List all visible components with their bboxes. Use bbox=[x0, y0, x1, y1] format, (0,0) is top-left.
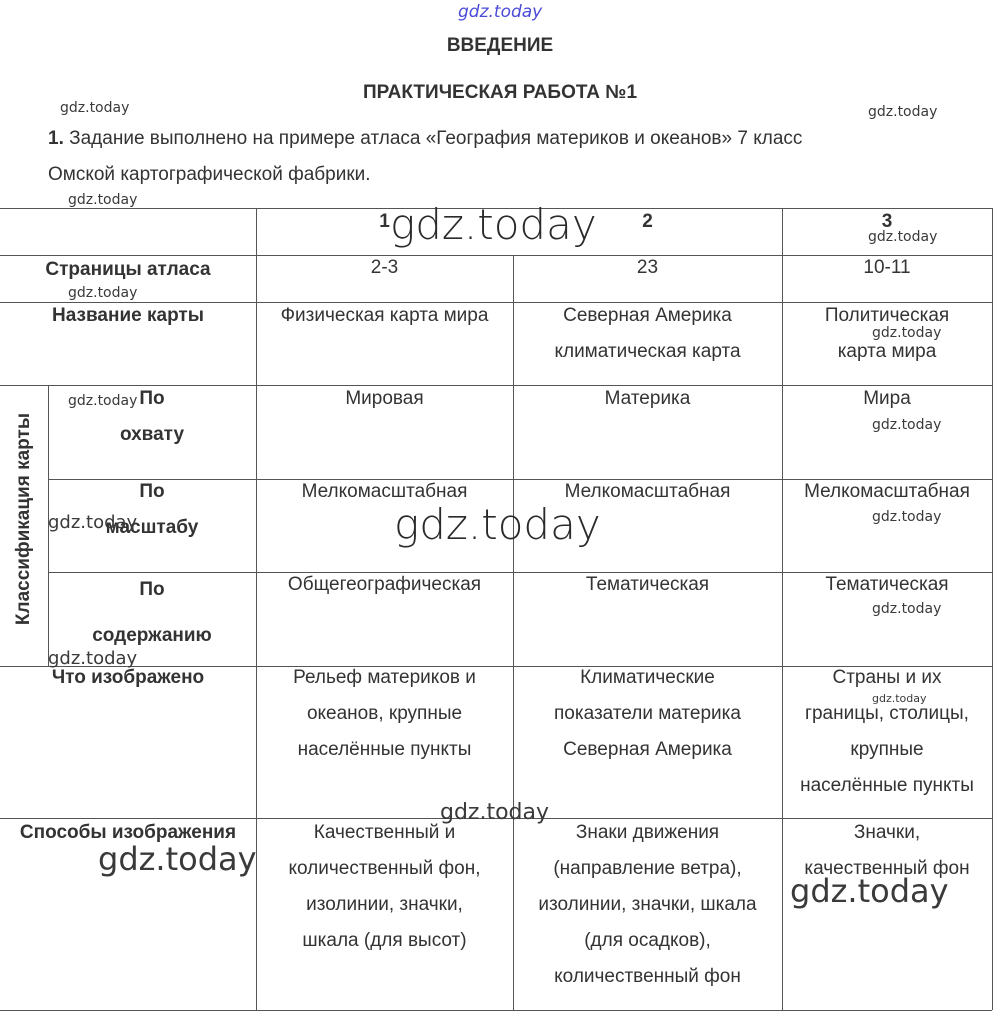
intro-line-1 bbox=[48, 128, 802, 150]
watermark: gdz.today bbox=[60, 100, 130, 116]
watermark: gdz.today bbox=[868, 229, 938, 245]
watermark: gdz.today bbox=[872, 601, 942, 617]
cell-line: Физическая карта мира bbox=[280, 305, 489, 326]
cell-line: границы, столицы, bbox=[805, 703, 969, 724]
col-header-1: 1 bbox=[379, 211, 390, 232]
watermark: gdz.today bbox=[872, 417, 942, 433]
cell-depicted-1 bbox=[256, 660, 513, 768]
cell-line: По bbox=[139, 388, 165, 409]
cell-line: океанов, крупные bbox=[306, 703, 463, 724]
cell-line: Страны и их bbox=[832, 667, 942, 688]
watermark: gdz.today bbox=[868, 104, 938, 120]
cell-name-2 bbox=[513, 298, 782, 370]
cell-line: По bbox=[139, 481, 165, 502]
cell-line: По bbox=[139, 579, 165, 600]
cell-content-1: Общегеографическая bbox=[287, 574, 482, 595]
row-label-coverage bbox=[48, 381, 256, 453]
cell-scale-2: Мелкомасштабная bbox=[564, 481, 731, 502]
cell-content-3: Тематическая bbox=[825, 574, 949, 595]
cell-depicted-2 bbox=[513, 660, 782, 768]
intro-text-1: Задание выполнено на примере атласа «География материков и океанов» 7 класс bbox=[69, 128, 803, 149]
cell-line: количественный фон, bbox=[288, 858, 481, 879]
watermark: gdz.today bbox=[48, 648, 138, 669]
cell-line: Климатические bbox=[580, 667, 715, 688]
cell-pages-3: 10-11 bbox=[863, 257, 911, 278]
cell-coverage-3: Мира bbox=[863, 388, 911, 409]
cell-line: шкала (для высот) bbox=[302, 930, 467, 951]
cell-coverage-1: Мировая bbox=[345, 388, 424, 409]
cell-depicted-3 bbox=[782, 660, 992, 804]
cell-line: Северная Америка bbox=[563, 305, 732, 326]
cell-line: Рельеф материков и bbox=[293, 667, 476, 688]
cell-line: Значки, bbox=[853, 822, 921, 843]
col-header-2: 2 bbox=[642, 211, 653, 232]
cell-methods-2 bbox=[513, 815, 782, 995]
cell-line: изолинии, значки, шкала bbox=[538, 894, 757, 915]
watermark: gdz.today bbox=[872, 325, 942, 341]
watermark: gdz.today bbox=[68, 192, 138, 208]
col-header-3: 3 bbox=[881, 211, 893, 232]
cell-coverage-2: Материка bbox=[604, 388, 691, 409]
intro-number: 1. bbox=[48, 128, 64, 149]
row-label-content bbox=[48, 567, 256, 659]
row-label-methods: Способы изображения bbox=[19, 822, 237, 843]
cell-line: Северная Америка bbox=[563, 739, 732, 760]
watermark: gdz.today bbox=[790, 872, 949, 910]
cell-line: количественный фон bbox=[554, 966, 741, 987]
cell-line: качественный фон bbox=[804, 858, 970, 879]
row-label-classification: Классификация карты bbox=[13, 412, 34, 626]
cell-pages-1: 2-3 bbox=[370, 257, 399, 278]
watermark: gdz.today bbox=[390, 200, 597, 249]
intro-line-2: Омской картографической фабрики. bbox=[48, 164, 371, 185]
page-title: ВВЕДЕНИЕ bbox=[446, 35, 554, 56]
cell-line: населённые пункты bbox=[297, 739, 472, 760]
cell-line: (для осадков), bbox=[584, 930, 711, 951]
watermark: gdz.today bbox=[872, 509, 942, 525]
cell-line: карта мира bbox=[837, 341, 937, 362]
cell-methods-1 bbox=[256, 815, 513, 959]
watermark: gdz.today bbox=[68, 393, 138, 409]
cell-content-2: Тематическая bbox=[585, 574, 710, 595]
cell-line: крупные bbox=[850, 739, 924, 760]
cell-name-1 bbox=[256, 298, 513, 334]
cell-scale-1: Мелкомасштабная bbox=[301, 481, 468, 502]
cell-line: Качественный и bbox=[313, 822, 456, 843]
page-subtitle: ПРАКТИЧЕСКАЯ РАБОТА №1 bbox=[362, 82, 638, 103]
cell-line: масштабу bbox=[105, 517, 199, 538]
watermark: gdz.today bbox=[872, 692, 927, 705]
cell-line: климатическая карта bbox=[554, 341, 741, 362]
cell-line: Политическая bbox=[824, 305, 950, 326]
watermark: gdz.today bbox=[48, 512, 138, 533]
row-label-map-name: Название карты bbox=[52, 305, 204, 326]
cell-line: (направление ветра), bbox=[553, 858, 742, 879]
row-label-pages: Страницы атласа bbox=[45, 259, 211, 280]
row-label-depicted: Что изображено bbox=[51, 667, 205, 688]
cell-scale-3: Мелкомасштабная bbox=[804, 481, 970, 502]
cell-line: Знаки движения bbox=[575, 822, 720, 843]
cell-line: содержанию bbox=[92, 625, 212, 646]
cell-line: изолинии, значки, bbox=[306, 894, 463, 915]
row-label-scale bbox=[48, 474, 256, 546]
watermark: gdz.today bbox=[440, 800, 550, 825]
cell-line: населённые пункты bbox=[800, 775, 974, 796]
cell-pages-2: 23 bbox=[636, 257, 659, 278]
watermark: gdz.today bbox=[394, 500, 601, 549]
watermark: gdz.today bbox=[98, 840, 257, 878]
watermark: gdz.today bbox=[68, 285, 138, 301]
cell-line: показатели материка bbox=[554, 703, 741, 724]
watermark-top: gdz.today bbox=[458, 2, 543, 22]
cell-line: охвату bbox=[119, 424, 185, 445]
